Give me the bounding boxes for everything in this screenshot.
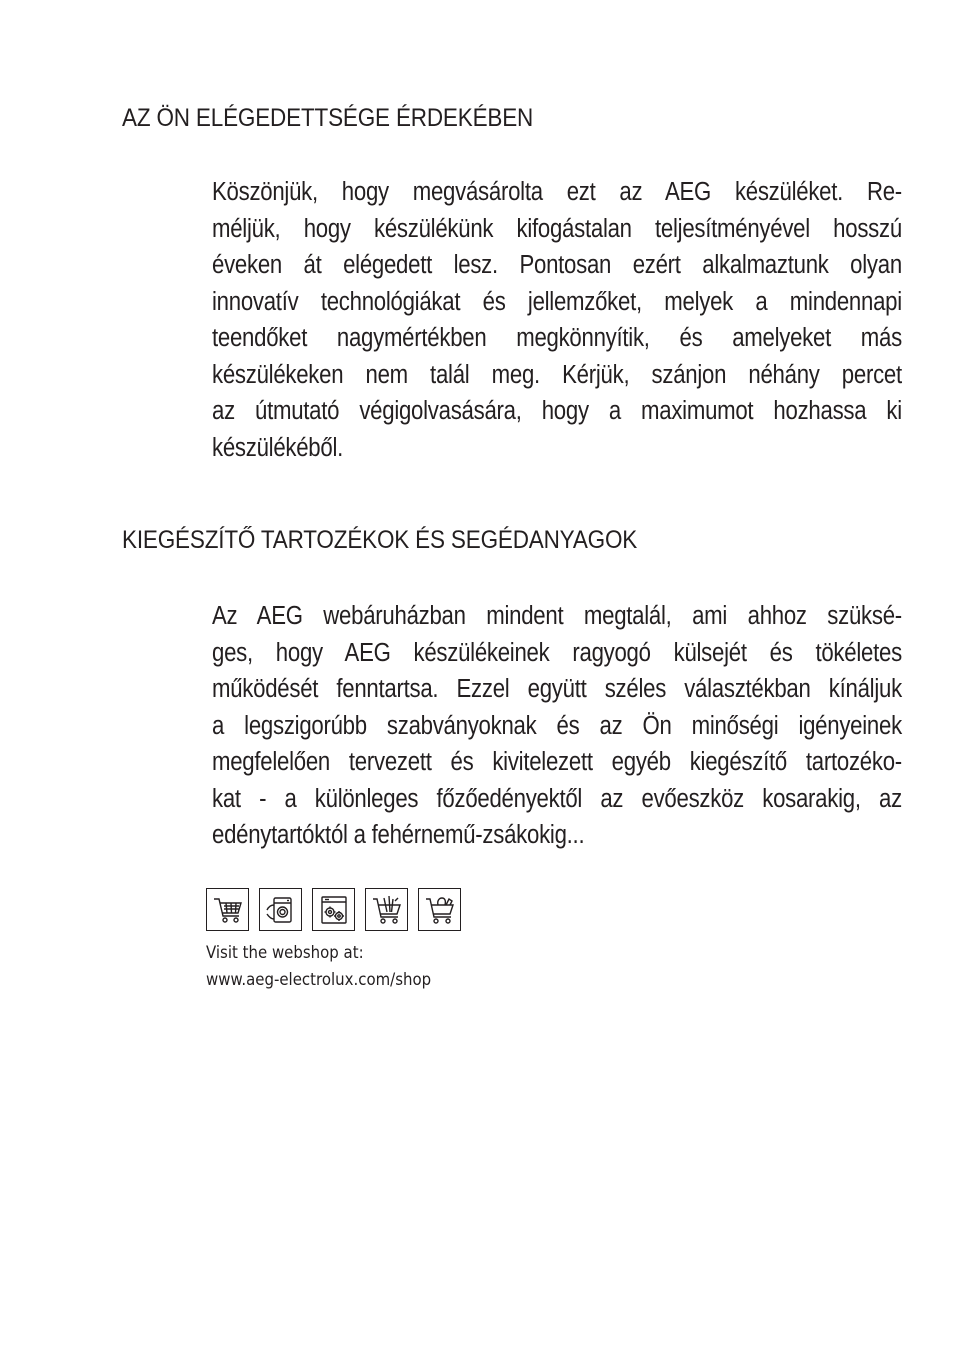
paragraph-line: kat - a különleges főzőedényektől az evőeszköz kosarakig, az — [212, 784, 902, 813]
section-heading-satisfaction: AZ ÖN ELÉGEDETTSÉGE ÉRDEKÉBEN — [122, 104, 534, 132]
paragraph-line: ges, hogy AEG készülékeinek ragyogó külsejét és tökéletes — [212, 638, 902, 667]
paragraph-line: készülékéből. — [212, 433, 344, 462]
satisfaction-paragraph — [212, 174, 902, 466]
paragraph-line: Köszönjük, hogy megvásárolta ezt az AEG készüléket. Re- — [212, 178, 902, 206]
paragraph-line: Az AEG webáruházban mindent megtalál, ami ahhoz szüksé- — [212, 602, 902, 630]
paragraph-line: teendőket nagymértékben megkönnyítik, és amelyeket más — [212, 324, 902, 352]
webshop-info — [206, 940, 431, 994]
webshop-icons — [206, 888, 461, 931]
appliance-parts-icon — [312, 888, 355, 931]
paragraph-line: edénytartóktól a fehérnemű-zsákokig... — [212, 821, 585, 849]
paragraph-line: a legszigorúbb szabványoknak és az Ön minőségi igényeinek — [212, 711, 902, 740]
shopping-cart-icon — [206, 888, 249, 931]
paragraph-line: az útmutató végigolvasására, hogy a maximumot hozhassa ki — [212, 397, 902, 425]
webshop-label: Visit the webshop at: — [206, 943, 364, 963]
paragraph-line: készülékeken nem talál meg. Kérjük, szánjon néhány percet — [212, 360, 902, 389]
paragraph-line: éveken át elégedett lesz. Pontosan ezért alkalmaztunk olyan — [212, 251, 902, 279]
section-heading-accessories: KIEGÉSZÍTŐ TARTOZÉKOK ÉS SEGÉDANYAGOK — [122, 526, 638, 554]
paragraph-line: méljük, hogy készülékünk kifogástalan teljesítményével hosszú — [212, 214, 902, 243]
paragraph-line: innovatív technológiákat és jellemzőket, melyek a mindennapi — [212, 287, 902, 316]
webshop-url[interactable]: www.aeg-electrolux.com/shop — [206, 970, 432, 990]
paragraph-line: megfelelően tervezett és kivitelezett egyéb kiegészítő tartozéko- — [212, 748, 902, 776]
accessories-paragraph — [212, 598, 902, 854]
cart-with-products-icon — [418, 888, 461, 931]
paragraph-line: működését fenntartsa. Ezzel együtt széles választékban kínáljuk — [212, 675, 902, 703]
cart-with-tools-icon — [365, 888, 408, 931]
washing-machine-care-icon — [259, 888, 302, 931]
